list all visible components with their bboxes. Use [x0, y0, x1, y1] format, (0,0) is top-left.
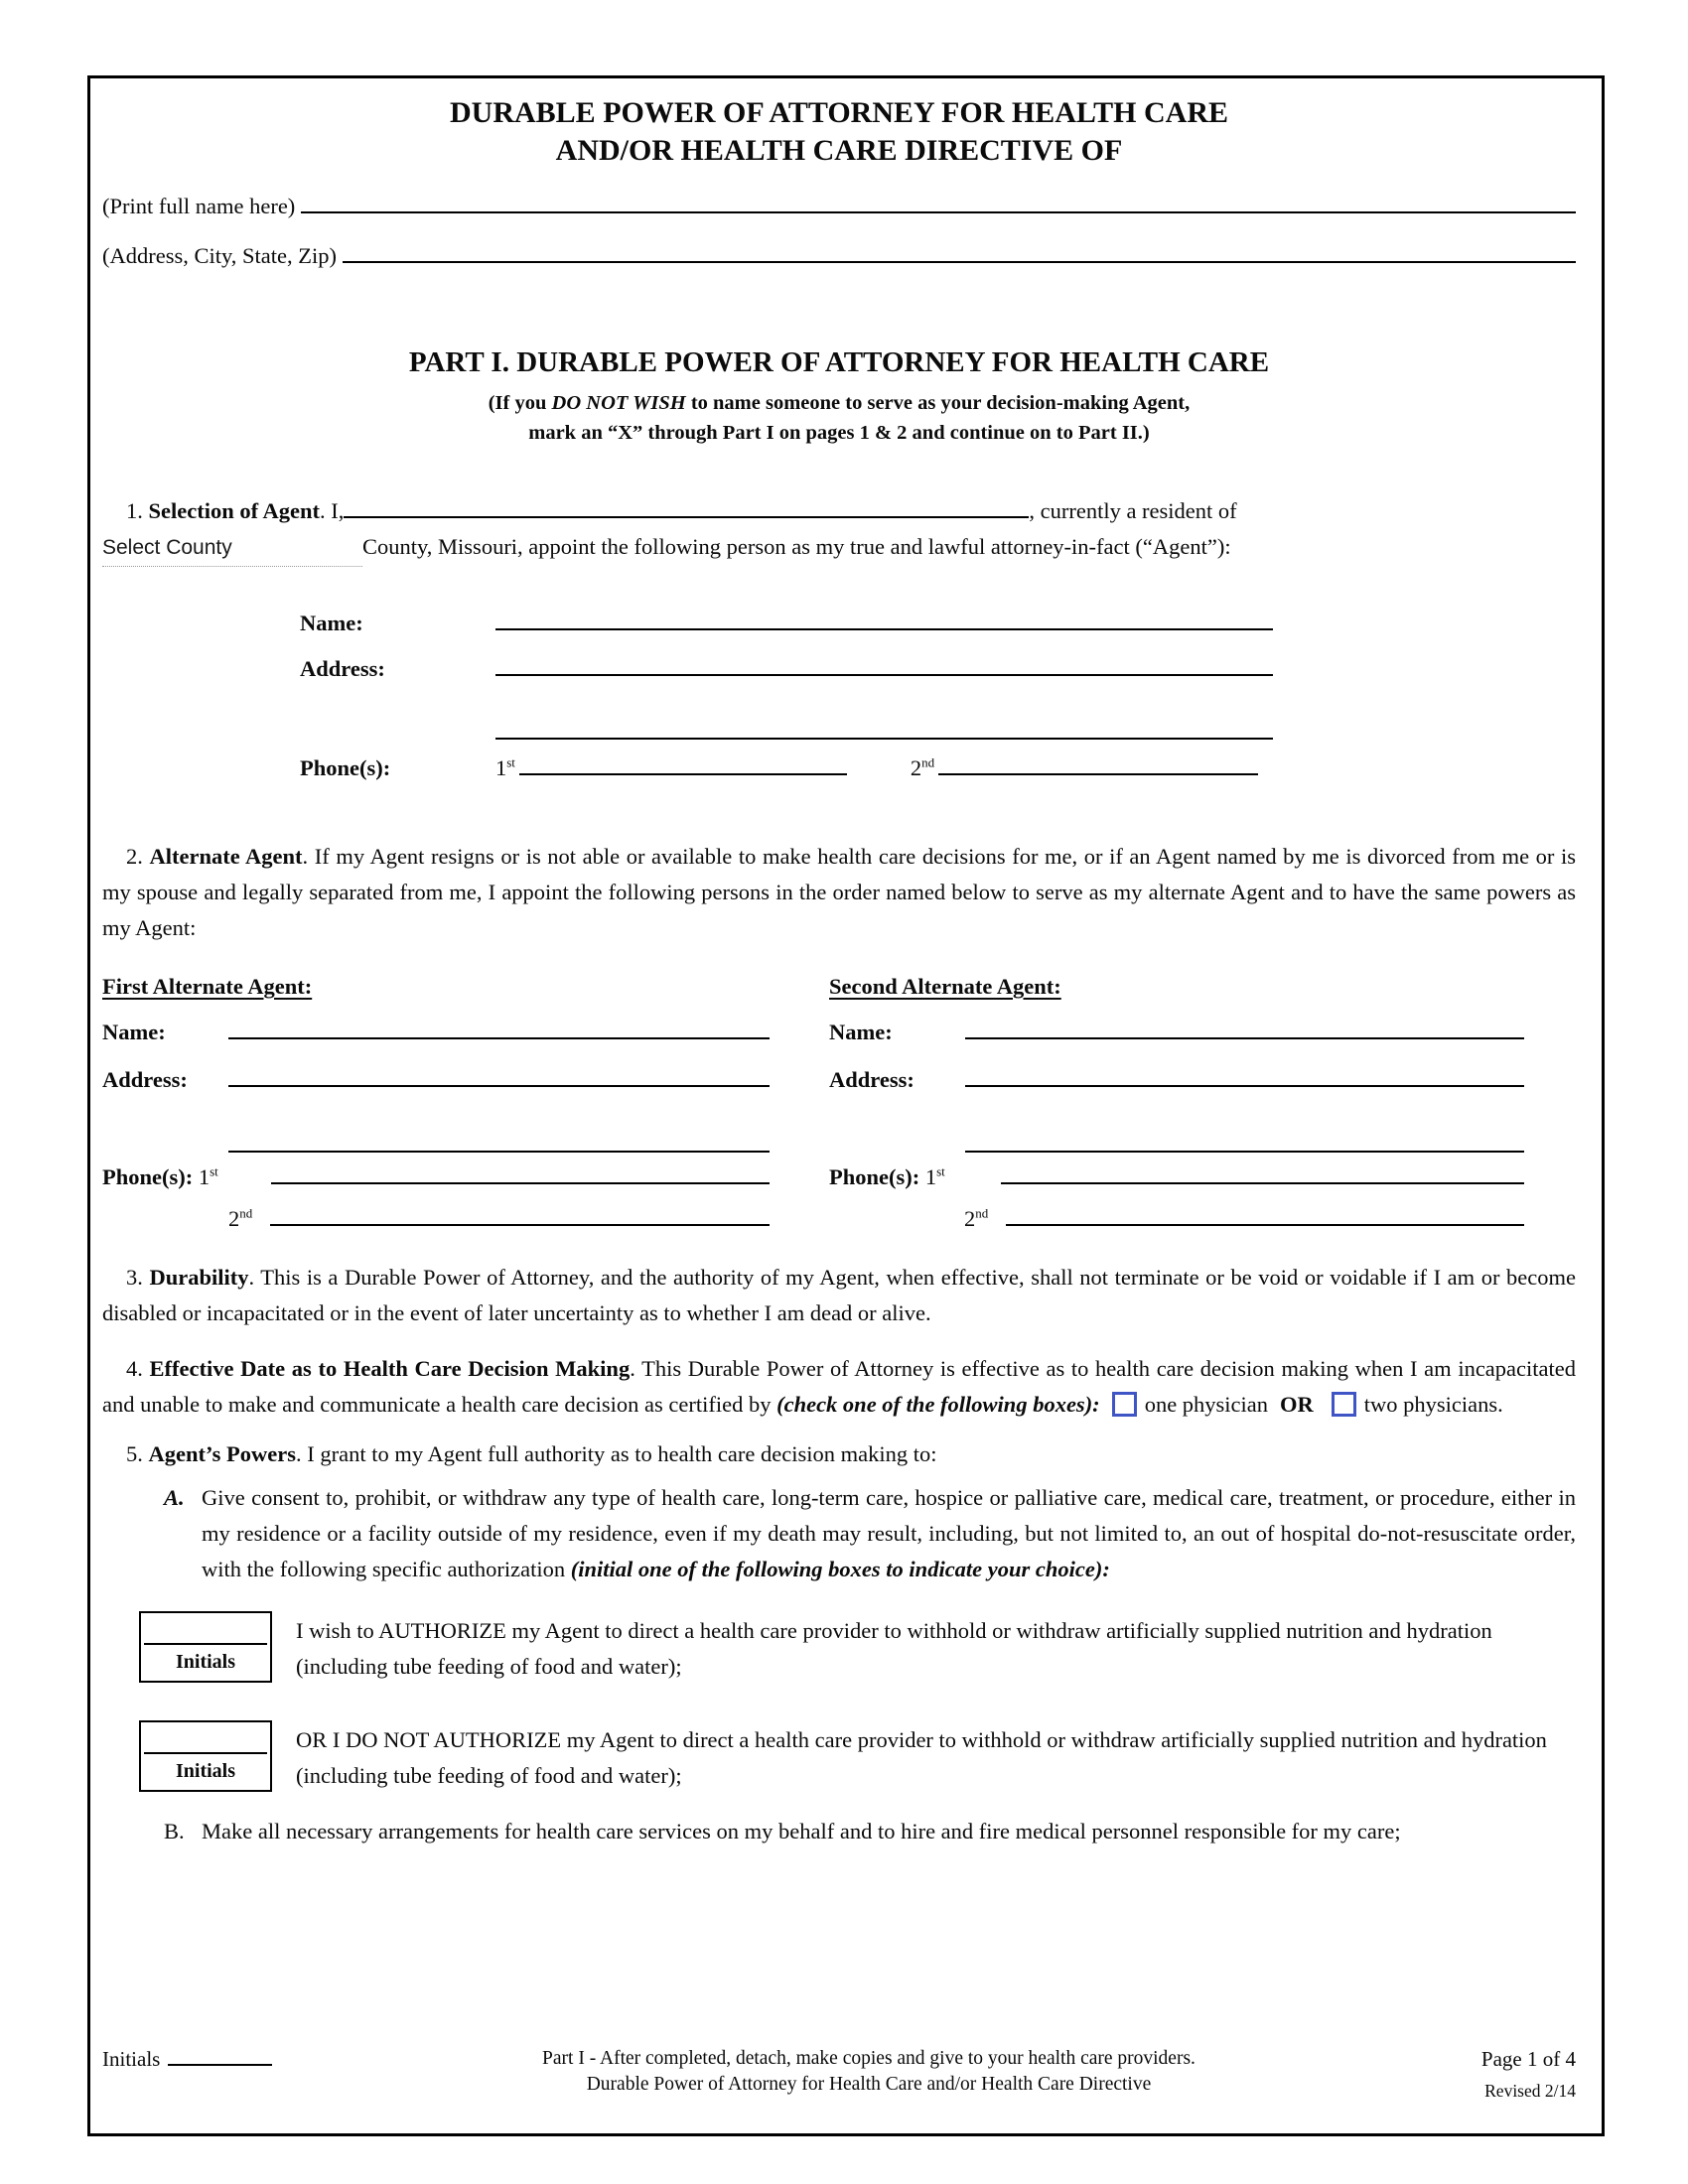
first-alt-phone1-row [102, 1162, 770, 1192]
section-1-trail: , currently a resident of [1029, 498, 1237, 523]
agent-name-label: Name: [300, 611, 363, 635]
second-alt-address-line-1[interactable] [965, 1065, 1524, 1087]
agent-address-label: Address: [300, 656, 385, 681]
item-a-text-block [202, 1480, 1576, 1587]
footer-initials-row [102, 2046, 321, 2072]
authorize-option-row [139, 1611, 1576, 1685]
not-authorize-option-row [139, 1720, 1576, 1794]
agent-phone2-line[interactable] [938, 753, 1258, 775]
agent-address-row-2 [300, 718, 1576, 740]
form-title-line1: DURABLE POWER OF ATTORNEY FOR HEALTH CARE [450, 96, 1228, 129]
section-3-text: . This is a Durable Power of Attorney, and the authority of my Agent, when effective, shall not terminate or be void or voidable if I am or become disabled or incapacitated or in the event of later uncertainty as to whether I am dead or alive. [102, 1265, 1576, 1325]
print-name-label: (Print full name here) [102, 194, 296, 218]
two-physicians-checkbox[interactable] [1332, 1392, 1356, 1417]
first-alt-phone2-line[interactable] [270, 1204, 770, 1226]
agent-info-block [300, 609, 1576, 783]
agent-phones-label: Phone(s): [300, 755, 391, 780]
item-b-letter: B. [164, 1819, 185, 1843]
first-alternate-agent-column [102, 972, 770, 1234]
section-1-selection-of-agent [102, 493, 1576, 567]
form-title [102, 94, 1576, 170]
first-alt-name-line[interactable] [228, 1018, 770, 1039]
footer-revision: Revised 2/14 [1484, 2081, 1576, 2101]
part1-instruction-line1 [102, 388, 1576, 418]
footer-note [321, 2046, 1417, 2098]
section-4-text: . This Durable Power of Attorney is effective as to health care decision making when I am incapacitated and unable to make and communicate a health care decision as certified by [102, 1356, 1576, 1417]
first-alt-name-row [102, 1018, 770, 1047]
phone-second-ordinal: 2nd [910, 754, 935, 780]
first-alt-phone2-ordinal: 2nd [228, 1205, 253, 1231]
section-4-number: 4. [126, 1356, 150, 1381]
footer-page-number: Page 1 of 4 [1480, 2047, 1576, 2071]
second-alt-address-line-2[interactable] [965, 1131, 1524, 1153]
part1-instruction-line2: mark an “X” through Part I on pages 1 & 2 and continue on to Part II.) [528, 422, 1150, 444]
section-5-agents-powers [102, 1436, 1576, 1472]
second-alt-phone2-ordinal: 2nd [964, 1205, 989, 1231]
section-3-heading: Durability [149, 1265, 249, 1290]
print-name-row [102, 192, 1576, 221]
alternate-agents-block [102, 972, 1576, 1234]
section-1-number: 1. [126, 498, 149, 523]
footer-note-line1: Part I - After completed, detach, make copies and give to your health care providers. [542, 2048, 1196, 2069]
agent-phones-row [300, 753, 1576, 783]
section-4-check-instruction: (check one of the following boxes): [776, 1392, 1100, 1417]
or-label: OR [1280, 1392, 1314, 1417]
second-alt-address-row [829, 1065, 1524, 1095]
initials-label: Initials [175, 1651, 236, 1673]
item-b [164, 1814, 1576, 1849]
instr1-pre: (If you [488, 392, 552, 414]
section-1-line2-text: County, Missouri, appoint the following person as my true and lawful attorney-in-fact (“Agent”): [362, 534, 1231, 559]
agent-phone1-line[interactable] [519, 753, 847, 775]
agent-address-line-1[interactable] [495, 654, 1273, 676]
section-4-effective-date [102, 1351, 1576, 1423]
address-row [102, 241, 1576, 271]
second-alt-name-label: Name: [829, 1020, 893, 1044]
second-alt-phone1-row [829, 1162, 1524, 1192]
selection-line1 [102, 493, 1576, 529]
second-alt-phone2-line[interactable] [1006, 1204, 1524, 1226]
authorize-option-text: I wish to AUTHORIZE my Agent to direct a health care provider to withhold or withdraw artificially supplied nutrition and hydration (including tube feeding of food and water); [296, 1618, 1492, 1679]
first-alt-phone2-row [102, 1204, 770, 1234]
second-alt-address-row-2 [829, 1131, 1524, 1153]
first-alt-address-label: Address: [102, 1067, 188, 1092]
first-alternate-heading: First Alternate Agent: [102, 974, 313, 999]
second-alt-address-label: Address: [829, 1067, 914, 1092]
one-physician-label: one physician [1144, 1392, 1269, 1417]
section-3-number: 3. [126, 1265, 150, 1290]
item-a-text: Give consent to, prohibit, or withdraw any type of health care, long-term care, hospice or palliative care, medical care, treatment, or procedure, either in my residence or a facility outside of my residence, even if my death may result, including, but not limited to, an out of hospital do-not-resuscitate order, with the following specific authorization [202, 1485, 1576, 1581]
address-line[interactable] [343, 241, 1576, 263]
first-alt-address-row [102, 1065, 770, 1095]
section-3-durability [102, 1260, 1576, 1331]
principal-name-line[interactable] [344, 496, 1029, 518]
item-a [164, 1480, 1576, 1587]
instr1-emphasis: DO NOT WISH [551, 392, 686, 414]
section-2-alternate-agent [102, 839, 1576, 946]
footer-initials-label: Initials [102, 2047, 161, 2071]
second-alternate-heading: Second Alternate Agent: [829, 974, 1061, 999]
not-authorize-initials-write-line[interactable] [144, 1722, 267, 1754]
first-alt-address-row-2 [102, 1131, 770, 1153]
agent-address-row [300, 654, 1576, 684]
initials-label: Initials [175, 1760, 236, 1782]
section-1-heading: Selection of Agent [148, 498, 320, 523]
section-5-number: 5. [126, 1441, 149, 1466]
county-select-field[interactable]: Select County [102, 530, 362, 567]
section-2-text: . If my Agent resigns or is not able or available to make health care decisions for me, or if an Agent named by me is divorced from me or is my spouse and legally separated from me, I appoint the following persons in the order named below to serve as my alternate Agent and to have the same powers as my Agent: [102, 844, 1577, 940]
section-5-text: . I grant to my Agent full authority as to health care decision making to: [296, 1441, 937, 1466]
not-authorize-option-text: OR I DO NOT AUTHORIZE my Agent to direct a health care provider to withhold or withdraw artificially supplied nutrition and hydration (including tube feeding of food and water); [296, 1727, 1547, 1788]
section-5-heading: Agent’s Powers [148, 1441, 297, 1466]
item-a-letter: A. [164, 1485, 185, 1510]
section-4-heading: Effective Date as to Health Care Decision Making [149, 1356, 631, 1381]
selection-line2 [102, 529, 1576, 567]
footer-note-line2: Durable Power of Attorney for Health Care and/or Health Care Directive [586, 2074, 1152, 2095]
agent-name-row [300, 609, 1576, 638]
first-alt-address-line-2[interactable] [228, 1131, 770, 1153]
section-2-number: 2. [126, 844, 150, 869]
part1-heading: PART I. DURABLE POWER OF ATTORNEY FOR HEALTH CARE [408, 346, 1270, 378]
instr1-post: to name someone to serve as your decision-making Agent, [685, 392, 1191, 414]
first-alt-phones-label: Phone(s): 1st [102, 1163, 218, 1189]
page-footer [102, 2046, 1576, 2104]
phone-first-ordinal: 1st [495, 754, 515, 780]
second-alt-phone2-row [829, 1204, 1524, 1234]
authorize-initials-box[interactable] [139, 1611, 272, 1683]
first-alt-name-label: Name: [102, 1020, 166, 1044]
footer-meta [1417, 2046, 1576, 2104]
item-b-text-block: Make all necessary arrangements for health care services on my behalf and to hire and fire medical personnel responsible for my care; [202, 1819, 1401, 1843]
agent-name-line[interactable] [495, 609, 1273, 630]
print-name-line[interactable] [301, 192, 1576, 213]
second-alternate-agent-column [829, 972, 1524, 1234]
one-physician-checkbox[interactable] [1112, 1392, 1137, 1417]
form-title-line2: AND/OR HEALTH CARE DIRECTIVE OF [555, 134, 1123, 167]
agent-address-line-2[interactable] [495, 718, 1273, 740]
second-alt-phones-label: Phone(s): 1st [829, 1163, 945, 1189]
authorize-initials-write-line[interactable] [144, 1613, 267, 1645]
two-physicians-label: two physicians. [1363, 1392, 1503, 1417]
second-alt-name-row [829, 1018, 1524, 1047]
first-alt-phone1-line[interactable] [271, 1162, 770, 1184]
item-a-emphasis: (initial one of the following boxes to indicate your choice): [570, 1557, 1110, 1581]
form-page [87, 75, 1605, 2136]
address-label: (Address, City, State, Zip) [102, 243, 338, 268]
section-1-lead: . I, [319, 498, 345, 523]
second-alt-name-line[interactable] [965, 1018, 1524, 1039]
second-alt-phone1-line[interactable] [1001, 1162, 1524, 1184]
not-authorize-initials-box[interactable] [139, 1720, 272, 1792]
section-2-heading: Alternate Agent [149, 844, 303, 869]
first-alt-address-line-1[interactable] [228, 1065, 770, 1087]
footer-initials-line[interactable] [168, 2046, 272, 2066]
